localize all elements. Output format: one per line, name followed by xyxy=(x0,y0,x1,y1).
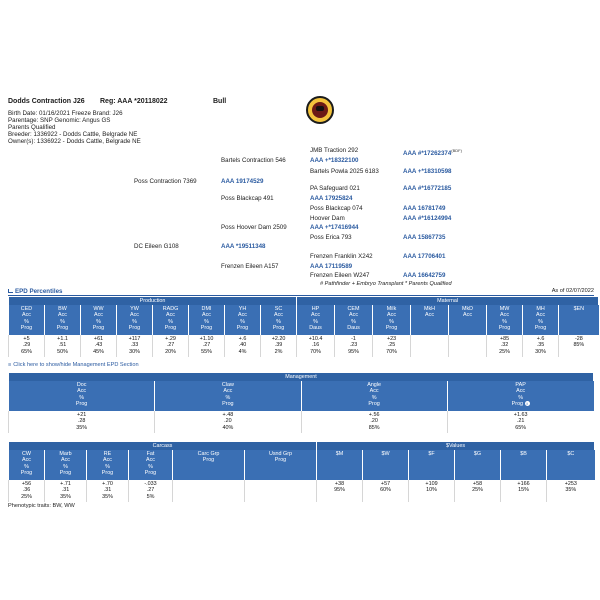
acc-label: Acc xyxy=(516,388,526,395)
acc-label: Acc xyxy=(103,457,112,464)
accuracy-value: .39 xyxy=(274,342,283,349)
column-header-production-7 xyxy=(261,305,297,335)
value-cell xyxy=(225,335,261,357)
epd-value: +57 xyxy=(380,481,391,487)
column-header-production-5 xyxy=(189,305,225,335)
epd-value: +109 xyxy=(425,481,438,487)
pedigree-sdd-name: Poss Blackcap 074 xyxy=(310,205,363,212)
values-group-header: $Values xyxy=(317,442,595,450)
trait-name: Milk xyxy=(386,306,397,312)
pedigree-ddd-reg[interactable]: AAA 16642759 xyxy=(403,272,446,279)
accuracy-value: .27 xyxy=(166,342,175,349)
accuracy-value: .28 xyxy=(77,418,86,425)
birth-line: Birth Date: 01/16/2021 Freeze Brand: J26 xyxy=(8,110,123,117)
trait-name: MkD xyxy=(461,306,474,312)
percent-label: % xyxy=(204,318,209,325)
value-cell xyxy=(411,335,449,357)
accuracy-value: .21 xyxy=(516,418,525,425)
value-cell xyxy=(523,335,559,357)
percent-label: % xyxy=(63,463,68,470)
acc-label: Acc xyxy=(274,312,284,319)
trait-name: MkH xyxy=(423,306,436,312)
column-header-production-1 xyxy=(45,305,81,335)
trait-name: RADG xyxy=(162,306,179,312)
epd-value: +.71 xyxy=(60,481,71,487)
trait-name: $W xyxy=(381,451,390,457)
phenotypic-traits-note: Phenotypic traits: BW, WW xyxy=(8,503,75,509)
pedigree-ssd-name: Bartels Powla 2025 6183 xyxy=(310,168,379,175)
trait-name: MW xyxy=(499,306,510,312)
acc-label: Acc xyxy=(425,312,435,319)
epd-value: +.6 xyxy=(238,336,247,342)
value-cell xyxy=(9,480,45,502)
percent-label: % xyxy=(24,463,29,470)
percentile-value: 4% xyxy=(238,348,247,355)
production-group-header: Production xyxy=(9,297,297,305)
value-cell xyxy=(45,480,87,502)
epd-value: +.48 xyxy=(222,412,234,418)
percentile-value: 45% xyxy=(93,348,104,355)
trait-name: Marb xyxy=(59,451,72,457)
percent-label: % xyxy=(313,318,318,325)
pedigree-ds-name: Poss Hoover Dam 2509 xyxy=(221,224,287,231)
accuracy-value: .16 xyxy=(311,342,320,349)
pedigree-dds-name: Frenzen Franklin X242 xyxy=(310,253,373,260)
angus-association-logo xyxy=(306,96,334,124)
owner-line: Owner(s): 1336922 - Dodds Cattle, Belgrade NE xyxy=(8,138,141,145)
expand-icon: ≡ xyxy=(8,362,12,368)
prog-label: Prog xyxy=(222,401,234,408)
acc-label: Acc xyxy=(463,312,473,319)
value-cell xyxy=(155,411,301,433)
column-header-production-6 xyxy=(225,305,261,335)
value-cell xyxy=(363,480,409,502)
column-header-carcass-10 xyxy=(501,450,547,480)
percent-label: % xyxy=(79,394,85,401)
epd-value: +166 xyxy=(517,481,530,487)
column-header-carcass-8 xyxy=(409,450,455,480)
prog-label: Prog xyxy=(274,457,287,464)
percent-label: % xyxy=(132,318,137,325)
column-header-production-4 xyxy=(153,305,189,335)
prog-label: Daus xyxy=(347,325,360,332)
value-cell xyxy=(297,335,335,357)
trait-name: PAP xyxy=(515,382,526,388)
epd-percentiles-title xyxy=(8,288,62,295)
column-header-production-14 xyxy=(523,305,559,335)
column-header-carcass-6 xyxy=(317,450,363,480)
prog-label: Prog xyxy=(144,470,157,477)
acc-label: Acc xyxy=(94,312,103,319)
trait-name: Claw xyxy=(221,382,234,388)
epd-value: +.56 xyxy=(368,412,380,418)
column-header-management-0 xyxy=(9,381,155,411)
trait-name: BW xyxy=(58,306,67,312)
percent-label: % xyxy=(60,318,65,325)
trait-name: $C xyxy=(567,451,575,457)
accuracy-value: .20 xyxy=(224,418,232,425)
accuracy-value: .31 xyxy=(103,487,112,494)
value-cell xyxy=(9,411,155,433)
carcass-values-table xyxy=(8,442,595,502)
pedigree-sire-reg[interactable]: AAA 19174529 xyxy=(221,178,264,185)
accuracy-value: .27 xyxy=(146,487,155,494)
trait-name: $G xyxy=(473,451,482,457)
value-cell xyxy=(449,335,487,357)
percentile-value: 25% xyxy=(499,348,510,355)
trait-name: Fat xyxy=(146,451,155,457)
pedigree-footnote: # Pathfinder + Embryo Transplant * Parents Qualified xyxy=(320,281,452,287)
management-group-header: Management xyxy=(9,373,594,381)
acc-label: Acc xyxy=(500,312,510,319)
percentile-value: 30% xyxy=(535,348,546,355)
percent-label: % xyxy=(538,318,543,325)
epd-value: -1 xyxy=(351,336,356,342)
prog-label: Prog xyxy=(75,401,88,408)
epd-value: +.6 xyxy=(536,336,545,342)
pedigree-ssd-reg[interactable]: AAA +*18310598 xyxy=(403,168,452,175)
value-cell xyxy=(301,411,447,433)
percentile-value: 65% xyxy=(21,348,32,355)
trait-name: CED xyxy=(20,306,33,312)
breeder-line: Breeder: 1336922 - Dodds Cattle, Belgrade NE xyxy=(8,131,138,138)
column-header-management-1 xyxy=(155,381,301,411)
parentage-line: Parentage: SNP Genomic: Angus GS xyxy=(8,117,111,124)
percent-label: % xyxy=(240,318,245,325)
accuracy-value: .23 xyxy=(349,342,358,349)
value-cell xyxy=(45,335,81,357)
pedigree-dsd-reg[interactable]: AAA 15867735 xyxy=(403,234,446,241)
prog-label: Prog xyxy=(202,457,215,464)
epd-value: +23 xyxy=(386,336,397,342)
trait-name: Usnd Grp xyxy=(268,451,293,457)
pedigree-sss-reg[interactable]: AAA #*17262374 xyxy=(403,150,452,158)
accuracy-value: .35 xyxy=(536,342,545,349)
value-cell xyxy=(129,480,173,502)
column-header-production-0 xyxy=(9,305,45,335)
value-cell xyxy=(189,335,225,357)
percent-label: % xyxy=(276,318,281,325)
trait-name: DMI xyxy=(201,306,212,312)
percentile-value: 25% xyxy=(21,493,32,500)
pedigree-dds-reg[interactable]: AAA 17706401 xyxy=(403,253,446,260)
percentile-value: 15% xyxy=(518,487,529,494)
acc-label: Acc xyxy=(536,312,546,319)
trait-name: $EN xyxy=(573,306,585,312)
parents-qualified: Parents Qualified xyxy=(8,124,56,131)
prog-label: Prog xyxy=(368,401,380,408)
value-cell xyxy=(373,335,411,357)
column-header-production-8 xyxy=(297,305,335,335)
percentile-value: 55% xyxy=(201,348,212,355)
prog-label: Prog xyxy=(385,325,398,332)
pedigree-dd-name: Frenzen Eileen A157 xyxy=(221,263,279,270)
prog-label: Prog xyxy=(128,325,141,332)
percentile-value: 70% xyxy=(386,348,397,355)
prog-label: Prog xyxy=(101,470,114,477)
prog-label: Prog xyxy=(59,470,72,477)
acc-label: Acc xyxy=(146,457,155,464)
pedigree-sds-reg[interactable]: AAA #*16772185 xyxy=(403,185,452,192)
pedigree-sd-reg[interactable]: AAA 17925824 xyxy=(310,195,353,202)
value-cell xyxy=(447,411,593,433)
accuracy-value: .33 xyxy=(130,342,139,349)
percent-label: % xyxy=(105,463,110,470)
value-cell xyxy=(9,335,45,357)
column-header-management-3 xyxy=(447,381,593,411)
percentile-value: 70% xyxy=(310,348,321,355)
column-header-production-13 xyxy=(487,305,523,335)
acc-label: Acc xyxy=(166,312,175,319)
percentile-value: 35% xyxy=(76,424,88,431)
pedigree-ds-reg[interactable]: AAA +*17416944 xyxy=(310,224,359,231)
acc-label: Acc xyxy=(61,457,70,464)
carcass-group-header: Carcass xyxy=(9,442,317,450)
percent-label: % xyxy=(371,394,377,401)
percentile-value: 25% xyxy=(472,487,483,494)
epd-value: +10.4 xyxy=(308,336,323,342)
column-header-carcass-4 xyxy=(173,450,245,480)
column-header-carcass-7 xyxy=(363,450,409,480)
column-header-carcass-3 xyxy=(129,450,173,480)
column-header-carcass-0 xyxy=(9,450,45,480)
value-cell xyxy=(117,335,153,357)
percentile-value: 85% xyxy=(573,342,585,349)
trait-name: MH xyxy=(536,306,545,312)
epd-value: +56 xyxy=(21,481,32,487)
registration-number: Reg: AAA *20118022 xyxy=(100,98,168,105)
column-header-carcass-11 xyxy=(547,450,595,480)
prog-label: Prog xyxy=(164,325,177,332)
trait-name: WW xyxy=(93,306,104,312)
epd-value: +58 xyxy=(472,481,483,487)
epd-title-text: EPD Percentiles xyxy=(15,288,63,295)
prog-label: Prog xyxy=(272,325,285,332)
epd-value: +.70 xyxy=(102,481,113,487)
toggle-link-text[interactable]: Click here to show/hide Management EPD Section xyxy=(13,362,139,368)
maternal-group-header: Maternal xyxy=(297,297,599,305)
production-maternal-table xyxy=(8,297,599,357)
accuracy-value: .27 xyxy=(202,342,211,349)
percentile-value: 95% xyxy=(348,348,359,355)
pedigree-dd-reg[interactable]: AAA 17119589 xyxy=(310,263,353,270)
value-cell xyxy=(317,480,363,502)
prog-label: Prog xyxy=(92,325,105,332)
value-cell xyxy=(245,480,317,502)
prog-label: Prog xyxy=(20,325,33,332)
epd-value: +2.20 xyxy=(271,336,286,342)
value-cell xyxy=(261,335,297,357)
pedigree-dam-reg[interactable]: AAA *19511348 xyxy=(221,243,266,250)
acc-label: Acc xyxy=(22,457,31,464)
prog-label: Prog xyxy=(20,470,33,477)
value-cell xyxy=(153,335,189,357)
column-header-carcass-2 xyxy=(87,450,129,480)
epd-value: +1.10 xyxy=(199,336,214,342)
animal-report xyxy=(8,88,594,518)
trait-name: $F xyxy=(428,451,435,457)
column-header-production-10 xyxy=(373,305,411,335)
epd-value: -.033 xyxy=(144,481,157,487)
pedigree-dss-reg[interactable]: AAA #*16124994 xyxy=(403,215,452,222)
percentile-value: 35% xyxy=(60,493,71,500)
pedigree-dsd-name: Poss Erica 793 xyxy=(310,234,352,241)
percentile-value: 35% xyxy=(102,493,113,500)
column-header-production-2 xyxy=(81,305,117,335)
epd-value: -28 xyxy=(574,336,583,342)
prog-label: Prog xyxy=(498,325,511,332)
pedigree-sss-sup: (BDF) xyxy=(451,148,462,153)
pedigree-sss-name: JMB Traction 292 xyxy=(310,147,359,154)
trait-name: CEM xyxy=(347,306,360,312)
acc-label: Acc xyxy=(369,388,379,395)
value-cell xyxy=(455,480,501,502)
epd-value: +21 xyxy=(77,412,87,418)
pedigree-dss-name: Hoover Dam xyxy=(310,215,345,222)
accuracy-value: .29 xyxy=(22,342,31,349)
percentile-value: 95% xyxy=(334,487,345,494)
value-cell xyxy=(501,480,547,502)
prog-label: Prog i xyxy=(511,401,528,408)
trait-name: RE xyxy=(103,451,112,457)
trait-name: $M xyxy=(335,451,344,457)
percentile-value: 30% xyxy=(129,348,140,355)
epd-value: +61 xyxy=(93,336,104,342)
animal-sex: Bull xyxy=(213,98,227,105)
acc-label: Acc xyxy=(22,312,31,319)
value-cell xyxy=(409,480,455,502)
column-header-production-3 xyxy=(117,305,153,335)
trait-name: HP xyxy=(311,306,320,312)
pedigree-ddd-name: Frenzen Eileen W247 xyxy=(310,272,370,279)
acc-label: Acc xyxy=(58,312,67,319)
epd-value: +1.1 xyxy=(57,336,68,342)
percentile-value: 5% xyxy=(146,493,155,500)
accuracy-value: .43 xyxy=(94,342,103,349)
acc-label: Acc xyxy=(311,312,321,319)
pedigree-ss-reg[interactable]: AAA +*18322100 xyxy=(310,157,359,164)
trait-name: Carc Grp xyxy=(197,451,220,457)
percent-label: % xyxy=(24,318,29,325)
column-header-production-9 xyxy=(335,305,373,335)
column-header-carcass-5 xyxy=(245,450,317,480)
pedigree-sds-name: PA Safeguard 021 xyxy=(310,185,360,192)
value-cell xyxy=(559,335,599,357)
trait-name: YW xyxy=(130,306,139,312)
percent-label: % xyxy=(351,318,356,325)
column-header-carcass-1 xyxy=(45,450,87,480)
acc-label: Acc xyxy=(223,388,233,395)
trait-name: Doc xyxy=(76,382,87,388)
prog-label: Prog xyxy=(200,325,213,332)
column-header-production-12 xyxy=(449,305,487,335)
percent-label: % xyxy=(518,394,524,401)
epd-value: +.29 xyxy=(165,336,176,342)
trait-name: Angle xyxy=(367,382,382,388)
percent-label: % xyxy=(389,318,394,325)
prog-label: Daus xyxy=(309,325,322,332)
epd-value: +1.63 xyxy=(513,412,528,418)
trait-name: $B xyxy=(520,451,527,457)
pedigree-sire-name: Poss Contraction 7369 xyxy=(134,178,197,185)
epd-value: +85 xyxy=(499,336,510,342)
accuracy-value: .25 xyxy=(387,342,396,349)
value-cell xyxy=(487,335,523,357)
prog-label: Prog xyxy=(534,325,547,332)
column-header-production-11 xyxy=(411,305,449,335)
percent-label: % xyxy=(225,394,231,401)
animal-name: Dodds Contraction J26 xyxy=(8,98,85,105)
value-cell xyxy=(87,480,129,502)
percentile-value: 65% xyxy=(515,424,527,431)
percent-label: % xyxy=(96,318,101,325)
acc-label: Acc xyxy=(387,312,397,319)
accuracy-value: .20 xyxy=(370,418,378,425)
value-cell xyxy=(81,335,117,357)
accuracy-value: .32 xyxy=(500,342,509,349)
pedigree-sd-name: Poss Blackcap 491 xyxy=(221,195,274,202)
pedigree-dam-name: DC Eileen G108 xyxy=(134,243,179,250)
column-header-carcass-9 xyxy=(455,450,501,480)
accuracy-value: .51 xyxy=(58,342,67,349)
epd-value: +5 xyxy=(23,336,30,342)
prog-label: Prog xyxy=(56,325,69,332)
management-table xyxy=(8,373,594,433)
pedigree-ss-name: Bartels Contraction 546 xyxy=(221,157,286,164)
acc-label: Acc xyxy=(130,312,139,319)
epd-value: +253 xyxy=(564,481,577,487)
value-cell xyxy=(335,335,373,357)
acc-label: Acc xyxy=(349,312,359,319)
column-header-production-15 xyxy=(559,305,599,335)
chart-icon xyxy=(8,289,13,293)
acc-label: Acc xyxy=(202,312,211,319)
percentile-value: 60% xyxy=(380,487,391,494)
percentile-value: 10% xyxy=(426,487,437,494)
percentile-value: 2% xyxy=(274,348,283,355)
percentile-value: 20% xyxy=(165,348,176,355)
toggle-management-section-link[interactable] xyxy=(8,362,139,368)
pedigree-sss-reg-link[interactable] xyxy=(403,147,462,157)
percent-label: % xyxy=(148,463,153,470)
acc-label: Acc xyxy=(238,312,247,319)
epd-as-of-date: As of 02/07/2022 xyxy=(551,288,594,294)
accuracy-value: .40 xyxy=(238,342,247,349)
info-icon[interactable]: i xyxy=(526,401,528,407)
percentile-value: 50% xyxy=(57,348,68,355)
divider xyxy=(8,295,594,296)
percentile-value: 85% xyxy=(368,424,380,431)
column-header-management-2 xyxy=(301,381,447,411)
percentile-value: 40% xyxy=(222,424,234,431)
trait-name: CW xyxy=(22,451,31,457)
pedigree-sdd-reg[interactable]: AAA 16781749 xyxy=(403,205,446,212)
percent-label: % xyxy=(168,318,173,325)
percentile-value: 35% xyxy=(565,487,577,494)
accuracy-value: .36 xyxy=(22,487,31,494)
value-cell xyxy=(547,480,595,502)
percent-label: % xyxy=(502,318,507,325)
trait-name: YH xyxy=(238,306,247,312)
value-cell xyxy=(173,480,245,502)
acc-label: Acc xyxy=(77,388,87,395)
trait-name: SC xyxy=(274,306,283,312)
prog-label: Prog xyxy=(236,325,249,332)
epd-value: +38 xyxy=(334,481,345,487)
epd-value: +117 xyxy=(128,336,141,342)
accuracy-value: .31 xyxy=(61,487,70,494)
